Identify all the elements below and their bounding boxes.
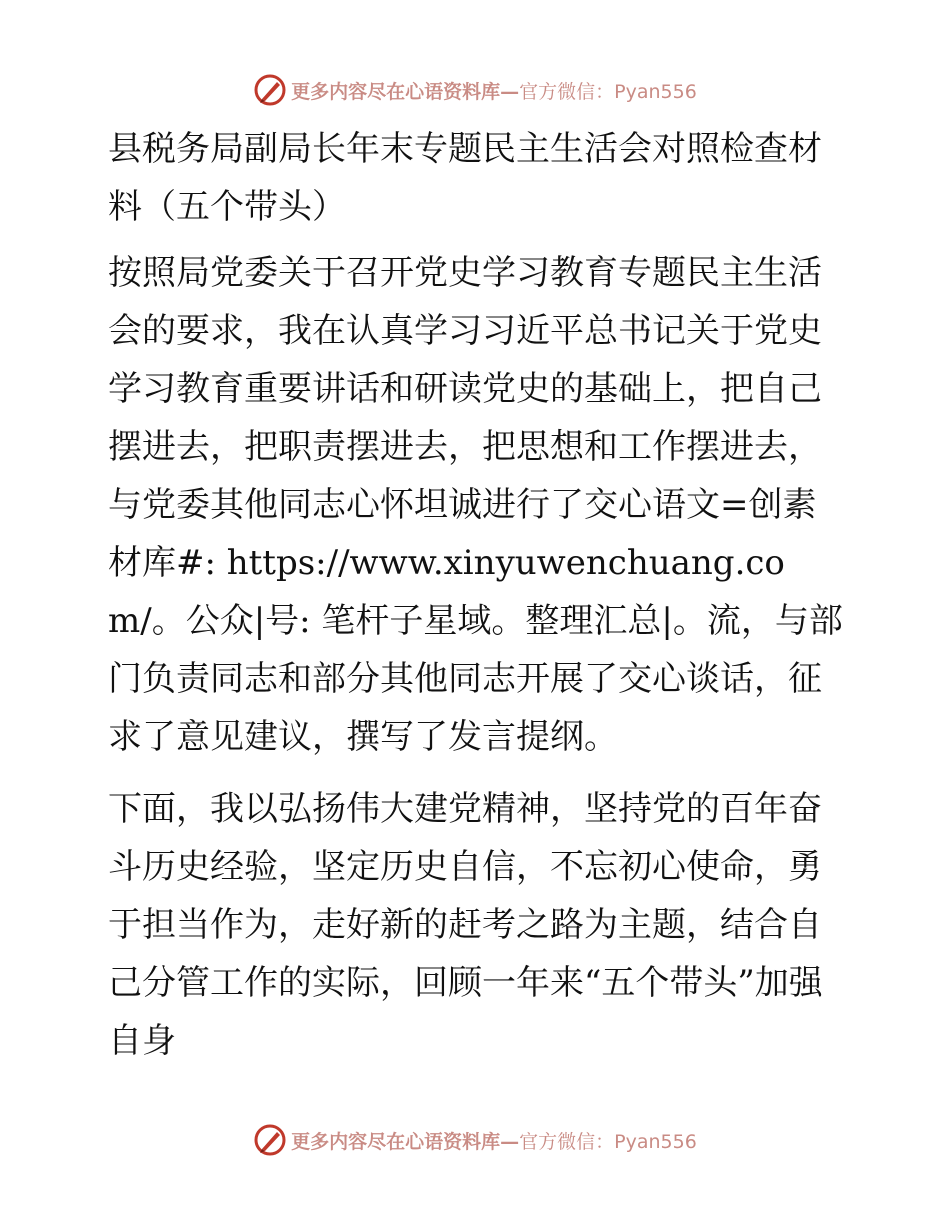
- header-banner: [0, 70, 950, 110]
- footer-slogan: 更多内容尽在心语资料库—: [291, 1130, 520, 1153]
- banner-slogan: 更多内容尽在心语资料库—: [291, 80, 520, 103]
- footer-wechat: 官方微信：Pyan556: [519, 1130, 697, 1153]
- paragraph-2: 下面，我以弘扬伟大建党精神，坚持党的百年奋斗历史经验，坚定历史自信，不忘初心使命，勇于担当作为，走好新的赶考之路为主题，结合自己分管工作的实际，回顾一年来“五个带头”加强自身: [108, 789, 823, 1061]
- pen-logo-icon: [253, 1123, 287, 1157]
- footer-banner: [0, 1120, 950, 1160]
- document-body: [98, 120, 850, 1070]
- pen-logo-icon: [253, 73, 287, 107]
- paragraph-1: 按照局党委关于召开党史学习教育专题民主生活会的要求，我在认真学习习近平总书记关于党史学习教育重要讲话和研读党史的基础上，把自己摆进去，把职责摆进去，把思想和工作摆进去，与党委其他同志心怀坦诚进行了交心语文=创素材库#: https://www.xinyuwenchuang.com/。公众|号: 笔杆子星域。整理汇总|。流，与部门负责同志和部分其他同志开展了交心谈话，征求了意见建议，撰写了发言提纲。: [108, 253, 843, 757]
- document-title: 县税务局副局长年末专题民主生活会对照检查材料（五个带头）: [108, 129, 822, 227]
- banner-wechat: 官方微信：Pyan556: [519, 80, 697, 103]
